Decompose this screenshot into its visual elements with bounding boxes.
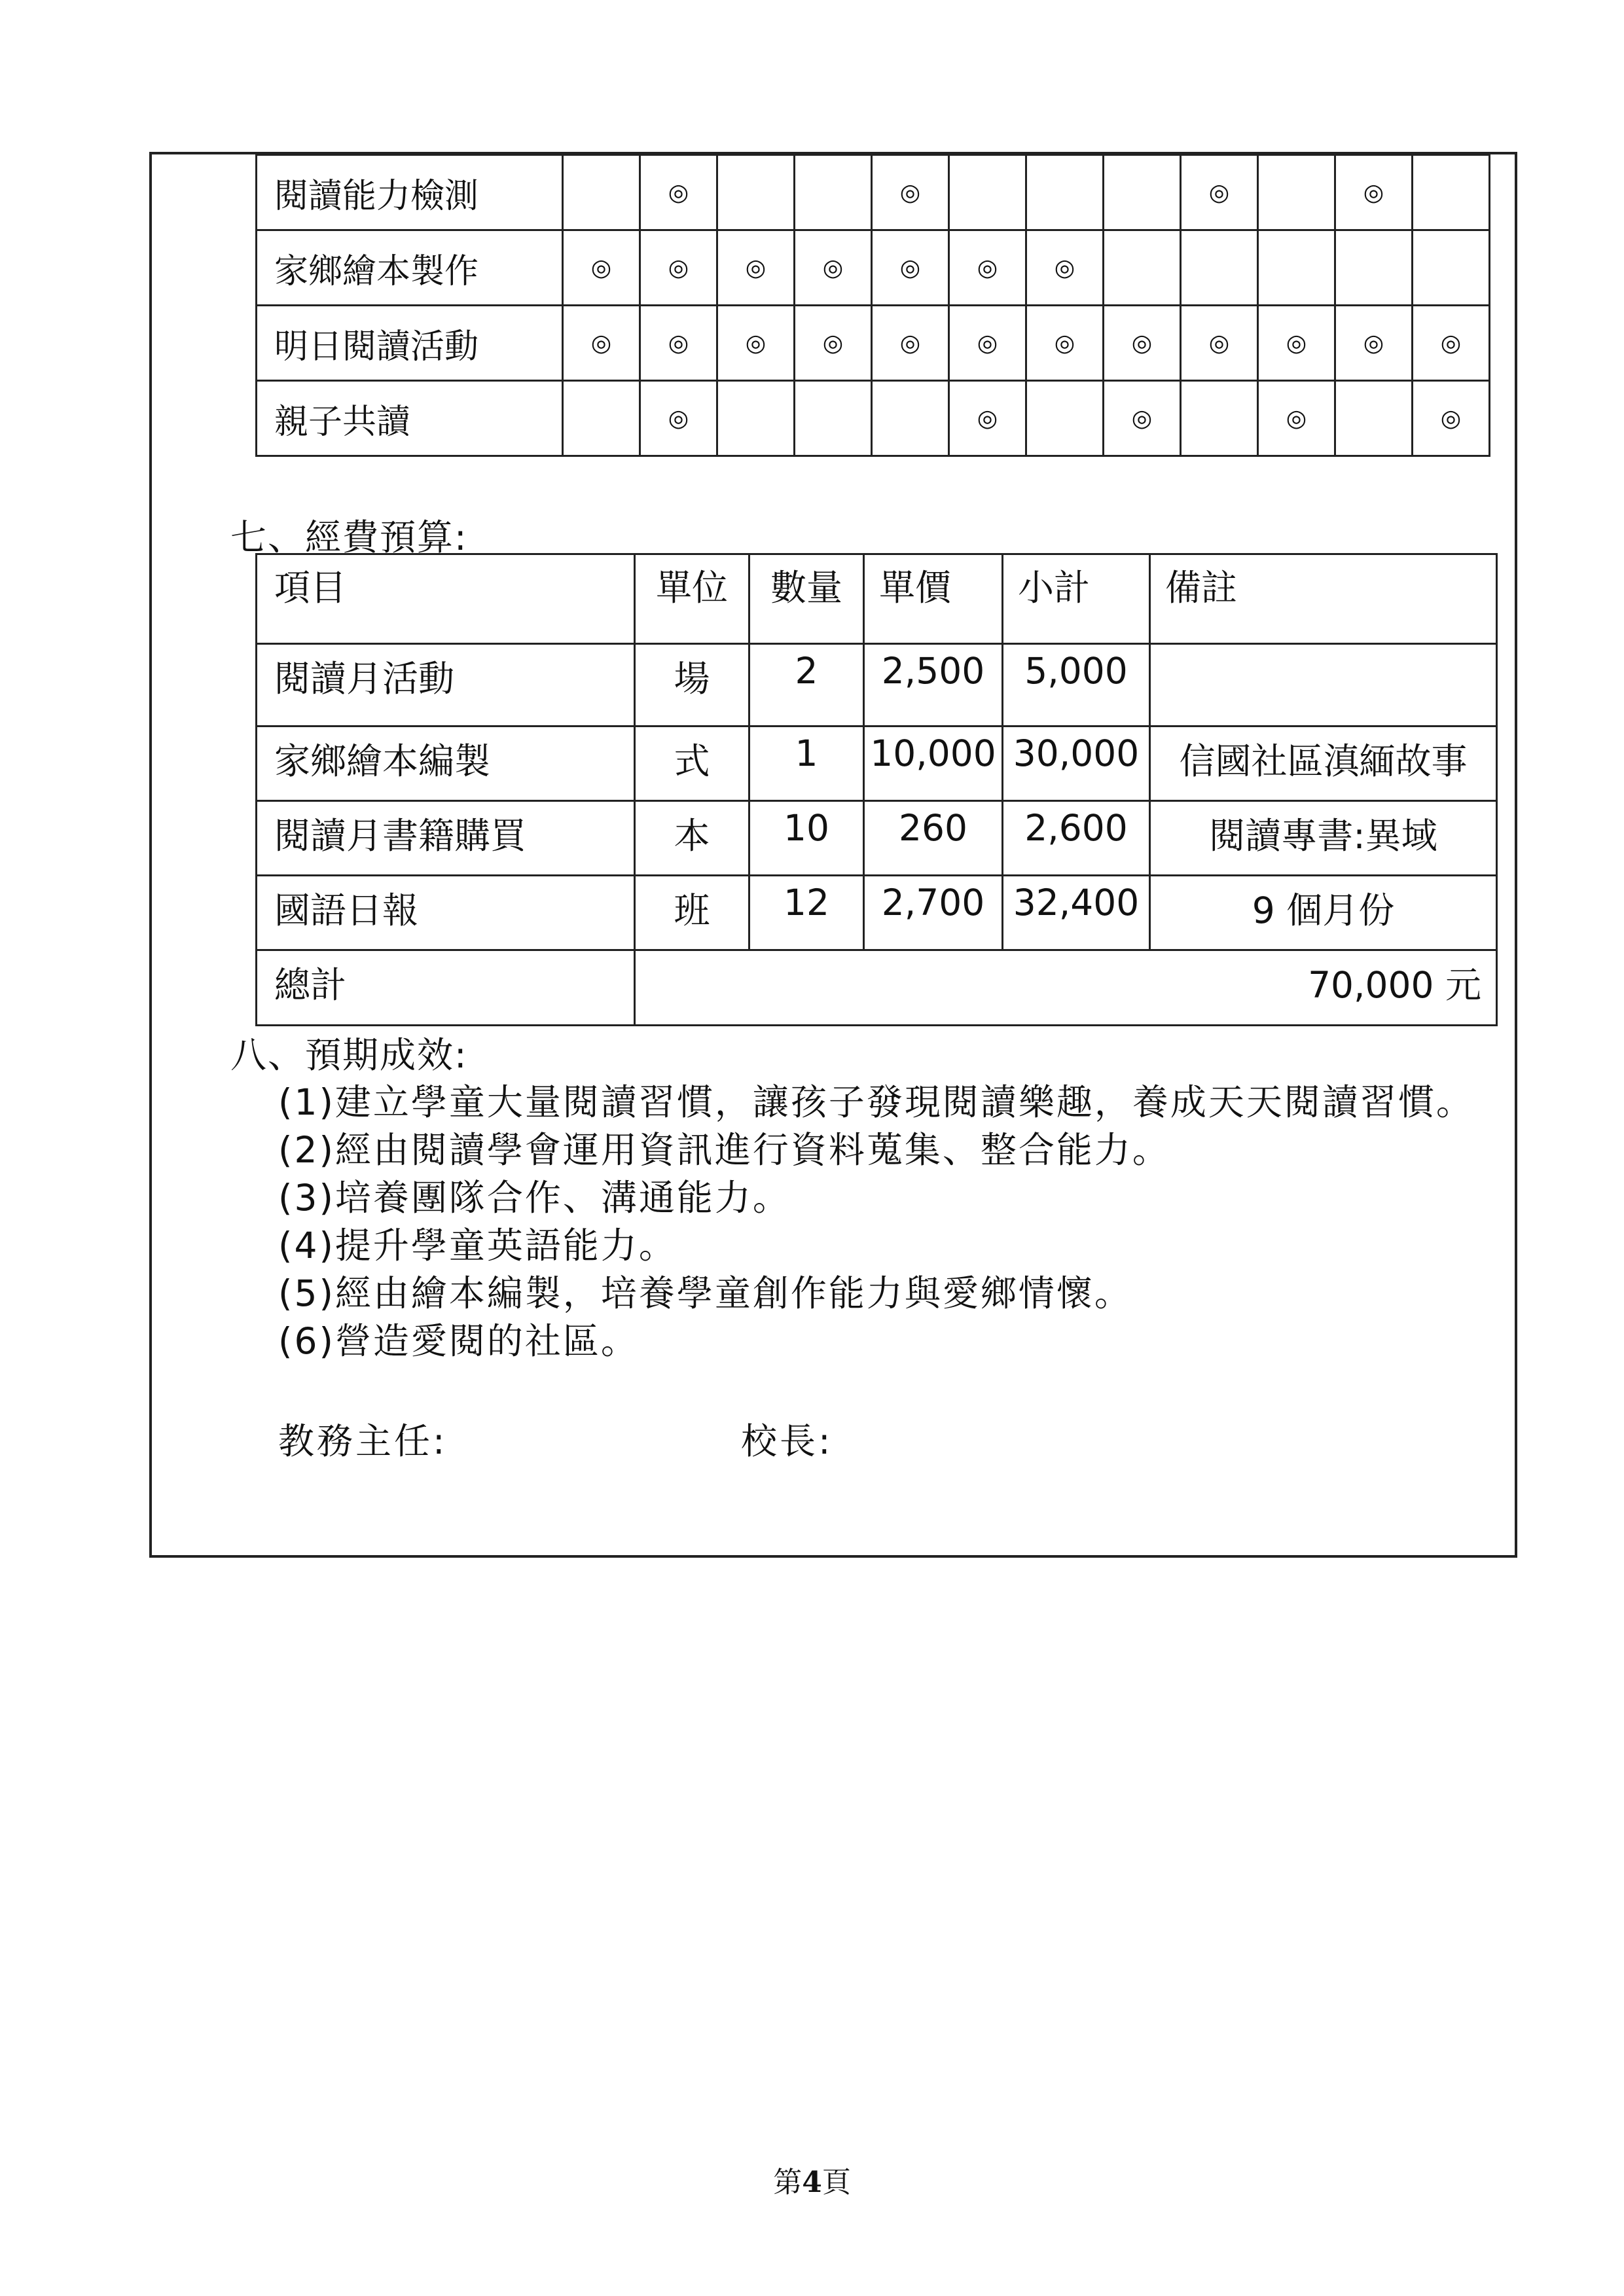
schedule-mark: ◎ xyxy=(1258,381,1335,456)
schedule-mark: ◎ xyxy=(1026,230,1104,306)
schedule-activity-name: 親子共讀 xyxy=(257,381,563,456)
schedule-activity-name: 明日閱讀活動 xyxy=(257,306,563,381)
schedule-mark xyxy=(563,155,640,230)
schedule-mark xyxy=(1258,155,1335,230)
page-number: 4 xyxy=(802,2166,822,2199)
schedule-mark: ◎ xyxy=(872,230,949,306)
budget-note xyxy=(1150,644,1497,726)
schedule-mark xyxy=(795,155,872,230)
schedule-mark: ◎ xyxy=(640,230,717,306)
schedule-mark xyxy=(1335,381,1413,456)
budget-price: 10,000 xyxy=(864,726,1003,801)
budget-price: 260 xyxy=(864,801,1003,876)
schedule-activity-name: 閱讀能力檢測 xyxy=(257,155,563,230)
header-note: 備註 xyxy=(1150,554,1497,644)
schedule-activity-name: 家鄉繪本製作 xyxy=(257,230,563,306)
schedule-mark xyxy=(1413,230,1490,306)
budget-qty: 1 xyxy=(749,726,864,801)
schedule-mark: ◎ xyxy=(640,381,717,456)
header-item: 項目 xyxy=(257,554,635,644)
schedule-mark xyxy=(563,381,640,456)
budget-qty: 10 xyxy=(749,801,864,876)
schedule-mark xyxy=(1181,230,1258,306)
schedule-mark xyxy=(1413,155,1490,230)
budget-row xyxy=(257,876,1497,950)
schedule-row xyxy=(257,306,1490,381)
budget-subtotal: 2,600 xyxy=(1003,801,1150,876)
budget-total-row xyxy=(257,950,1497,1026)
schedule-mark: ◎ xyxy=(717,306,795,381)
budget-row xyxy=(257,644,1497,726)
schedule-mark: ◎ xyxy=(1413,381,1490,456)
budget-table xyxy=(255,553,1498,1026)
outcome-item: (3)培養團隊合作、溝通能力。 xyxy=(278,1177,791,1219)
budget-row xyxy=(257,726,1497,801)
schedule-mark: ◎ xyxy=(872,306,949,381)
outcome-item: (1)建立學童大量閱讀習慣，讓孩子發現閱讀樂趣，養成天天閱讀習慣。 xyxy=(278,1081,1474,1123)
page-prefix: 第 xyxy=(773,2166,803,2199)
schedule-mark: ◎ xyxy=(563,306,640,381)
schedule-mark: ◎ xyxy=(640,155,717,230)
budget-item: 國語日報 xyxy=(257,876,635,950)
schedule-row xyxy=(257,381,1490,456)
schedule-mark xyxy=(1026,381,1104,456)
schedule-mark: ◎ xyxy=(717,230,795,306)
budget-row xyxy=(257,801,1497,876)
director-signature-label: 教務主任: xyxy=(278,1420,448,1462)
total-label: 總計 xyxy=(257,950,635,1026)
budget-subtotal: 5,000 xyxy=(1003,644,1150,726)
schedule-table xyxy=(255,154,1490,457)
budget-note: 信國社區滇緬故事 xyxy=(1150,726,1497,801)
schedule-mark: ◎ xyxy=(1335,155,1413,230)
budget-unit: 式 xyxy=(635,726,749,801)
schedule-mark xyxy=(1104,230,1181,306)
page-footer xyxy=(0,2159,1624,2200)
header-unit: 單位 xyxy=(635,554,749,644)
outcome-item: (6)營造愛閱的社區。 xyxy=(278,1320,639,1362)
outcomes-heading: 八、預期成效: xyxy=(230,1034,468,1076)
budget-item: 閱讀月書籍購買 xyxy=(257,801,635,876)
schedule-mark: ◎ xyxy=(949,381,1026,456)
schedule-row xyxy=(257,155,1490,230)
schedule-mark xyxy=(1181,381,1258,456)
budget-header-row xyxy=(257,554,1497,644)
schedule-mark: ◎ xyxy=(1258,306,1335,381)
budget-unit: 本 xyxy=(635,801,749,876)
schedule-mark: ◎ xyxy=(949,230,1026,306)
budget-subtotal: 32,400 xyxy=(1003,876,1150,950)
schedule-mark: ◎ xyxy=(1104,381,1181,456)
schedule-mark: ◎ xyxy=(1181,155,1258,230)
schedule-mark xyxy=(717,155,795,230)
schedule-mark xyxy=(1026,155,1104,230)
budget-note: 閱讀專書:異域 xyxy=(1150,801,1497,876)
budget-item: 家鄉繪本編製 xyxy=(257,726,635,801)
budget-unit: 場 xyxy=(635,644,749,726)
schedule-mark: ◎ xyxy=(1181,306,1258,381)
schedule-mark xyxy=(1104,155,1181,230)
schedule-mark: ◎ xyxy=(795,306,872,381)
schedule-mark xyxy=(1258,230,1335,306)
schedule-row xyxy=(257,230,1490,306)
budget-unit: 班 xyxy=(635,876,749,950)
schedule-mark xyxy=(717,381,795,456)
principal-signature-label: 校長: xyxy=(741,1420,833,1462)
budget-heading: 七、經費預算: xyxy=(230,516,468,558)
page-suffix: 頁 xyxy=(821,2166,851,2199)
outcome-item: (2)經由閱讀學會運用資訊進行資料蒐集、整合能力。 xyxy=(278,1129,1170,1171)
budget-note: 9 個月份 xyxy=(1150,876,1497,950)
budget-qty: 12 xyxy=(749,876,864,950)
schedule-mark xyxy=(795,381,872,456)
total-value: 70,000 元 xyxy=(635,950,1497,1026)
header-subtotal: 小計 xyxy=(1003,554,1150,644)
schedule-mark: ◎ xyxy=(872,155,949,230)
budget-subtotal: 30,000 xyxy=(1003,726,1150,801)
schedule-mark: ◎ xyxy=(1104,306,1181,381)
schedule-mark: ◎ xyxy=(795,230,872,306)
schedule-mark: ◎ xyxy=(1335,306,1413,381)
schedule-mark: ◎ xyxy=(563,230,640,306)
header-price: 單價 xyxy=(864,554,1003,644)
budget-price: 2,700 xyxy=(864,876,1003,950)
schedule-mark: ◎ xyxy=(640,306,717,381)
schedule-mark xyxy=(1335,230,1413,306)
header-qty: 數量 xyxy=(749,554,864,644)
budget-price: 2,500 xyxy=(864,644,1003,726)
schedule-mark: ◎ xyxy=(1413,306,1490,381)
schedule-mark xyxy=(872,381,949,456)
budget-item: 閱讀月活動 xyxy=(257,644,635,726)
schedule-mark: ◎ xyxy=(949,306,1026,381)
outcome-item: (4)提升學童英語能力。 xyxy=(278,1225,677,1266)
schedule-mark: ◎ xyxy=(1026,306,1104,381)
budget-qty: 2 xyxy=(749,644,864,726)
outcome-item: (5)經由繪本編製，培養學童創作能力與愛鄉情懷。 xyxy=(278,1272,1132,1314)
schedule-mark xyxy=(949,155,1026,230)
